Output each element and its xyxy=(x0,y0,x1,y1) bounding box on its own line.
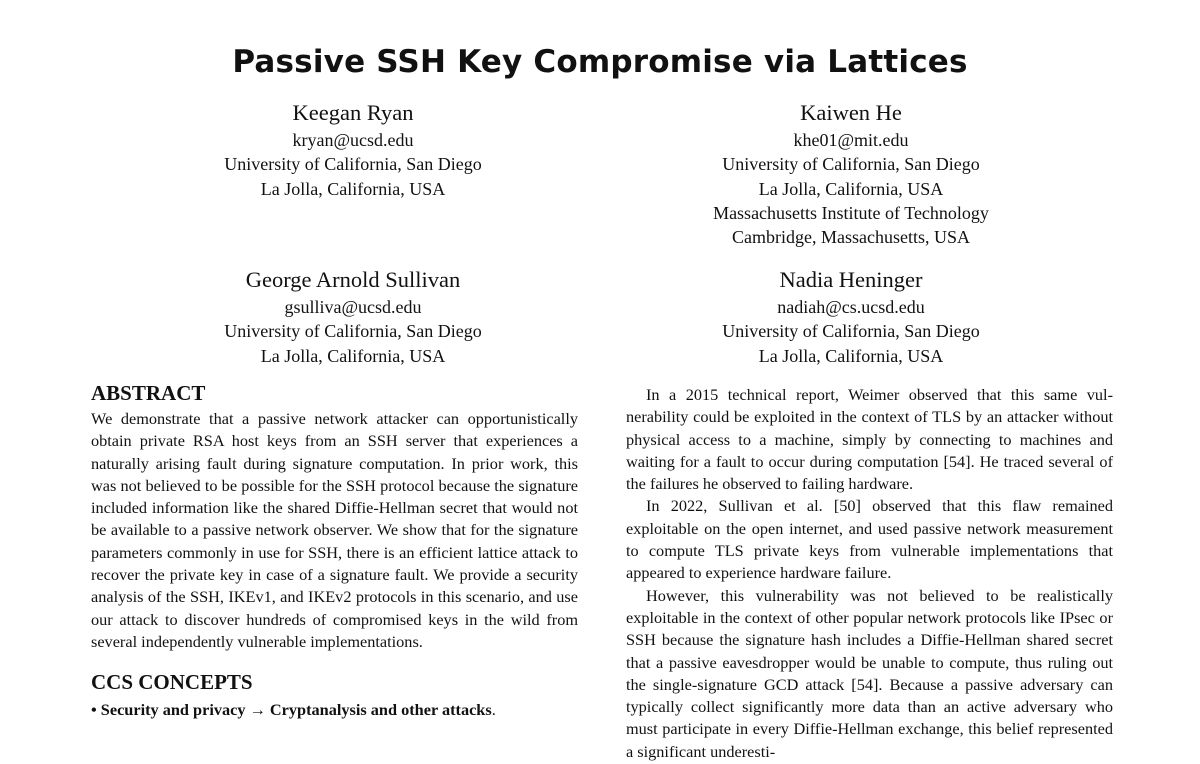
intro-paragraph: In a 2015 technical report, Weimer observed that this same vulnerability could be exploited in the context of TLS by an attacker without physical access to a machine, simply by connecting to machines and waiting for a fault to occur during computation [54]. He traced several of the failures he observed to failing hardware. xyxy=(626,385,1113,494)
ccs-concept: Security and privacy → Cryptanalysis and other attacks xyxy=(100,700,492,720)
author-affiliation: La Jolla, California, USA xyxy=(260,345,446,366)
author-block xyxy=(103,100,603,201)
author-block xyxy=(601,100,1101,249)
author-affiliation: University of California, San Diego xyxy=(224,321,482,342)
intro-paragraph: In 2022, Sullivan et al. [50] observed that this flaw remained exploitable on the open internet, and used passive network measurement to compute TLS private keys from vulnerable implementations that appeared to experience hardware failure. xyxy=(626,496,1113,583)
right-column xyxy=(626,384,1113,763)
author-affiliation: La Jolla, California, USA xyxy=(260,178,446,199)
author-name: Keegan Ryan xyxy=(292,100,414,125)
author-name: Nadia Heninger xyxy=(779,267,923,292)
author-name: Kaiwen He xyxy=(800,100,902,125)
author-affiliation: Cambridge, Massachusetts, USA xyxy=(732,227,970,248)
ccs-concepts xyxy=(91,699,578,721)
author-email: gsulliva@ucsd.edu xyxy=(284,297,422,317)
author-name: George Arnold Sullivan xyxy=(245,267,461,292)
author-affiliation: La Jolla, California, USA xyxy=(758,178,944,199)
author-affiliation: University of California, San Diego xyxy=(224,154,482,175)
author-block xyxy=(601,267,1101,368)
author-affiliation: University of California, San Diego xyxy=(722,154,980,175)
paper-title: Passive SSH Key Compromise via Lattices xyxy=(232,44,968,80)
left-column xyxy=(91,380,578,721)
abstract-heading: ABSTRACT xyxy=(91,381,206,405)
author-email: nadiah@cs.ucsd.edu xyxy=(777,297,925,317)
ccs-bullet: • xyxy=(91,700,97,720)
intro-paragraph: However, this vulnerability was not believed to be realistically exploitable in the context of other popular network protocols like IPsec or SSH because the signature hash includes a Diffie-Hellman shared secret that a passive eavesdropper would be unable to compute, thus ruling out the single-signature GCD attack [54]. Because a passive adversary can typically collect significantly more data than an active adversary who must participate in every Diffie-Hellman exchange, this belief represented a significant underesti- xyxy=(626,585,1113,761)
abstract-text: We demonstrate that a passive network attacker can opportunistically obtain private RSA host keys from an SSH server that experiences a naturally arising fault during signature computation. In prior work, this was not believed to be possible for the SSH protocol because the signature included information like the shared Diffie-Hellman secret that would not be available to a passive network observer. We show that for the signature parameters commonly in use for SSH, there is an efficient lattice attack to recover the private key in case of a signature fault. We provide a security analysis of the SSH, IKEv1, and IKEv2 protocols in this scenario, and use our attack to discover hundreds of compromised keys in the wild from several independently vulnerable implementations. xyxy=(91,409,578,651)
author-affiliation: Massachusetts Institute of Technology xyxy=(713,202,989,223)
author-affiliation: University of California, San Diego xyxy=(722,321,980,342)
author-email: khe01@mit.edu xyxy=(793,130,909,150)
author-block xyxy=(103,267,603,368)
ccs-heading: CCS CONCEPTS xyxy=(91,670,253,695)
ccs-end: . xyxy=(491,700,496,720)
author-email: kryan@ucsd.edu xyxy=(292,130,414,150)
author-affiliation: La Jolla, California, USA xyxy=(758,345,944,366)
